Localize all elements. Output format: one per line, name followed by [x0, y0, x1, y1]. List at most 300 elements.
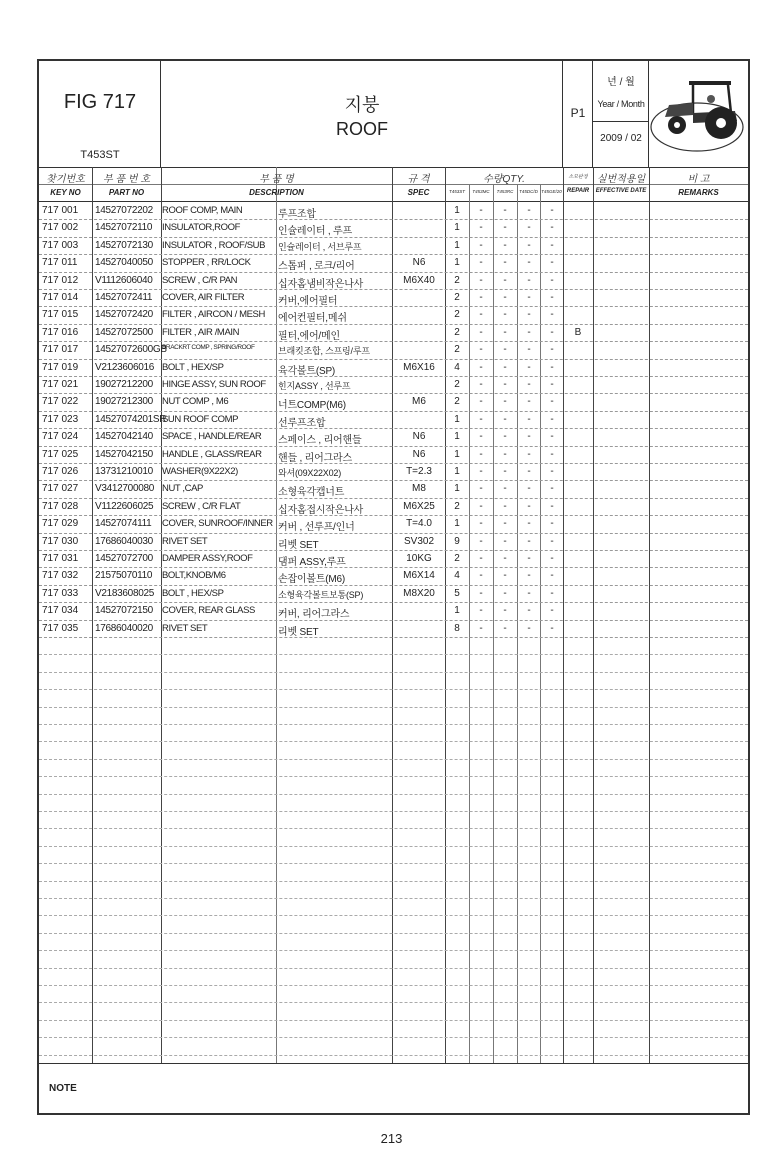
qty-cell: -	[479, 466, 483, 477]
qty-cell: -	[550, 309, 554, 321]
qty-cell: -	[479, 379, 483, 390]
key-no: 717 026	[42, 466, 79, 477]
table-row	[39, 446, 748, 464]
qty-cell: -	[503, 379, 507, 390]
qty-cell: -	[479, 396, 483, 408]
part-no: 14527074201SR	[95, 413, 167, 425]
header-qty-model-2: T453MC	[472, 189, 490, 194]
description: STOPPER , RR/LOCK	[162, 257, 251, 269]
header-remarks-ko: 비 고	[687, 174, 710, 185]
qty-cell: -	[503, 257, 507, 269]
empty-row	[39, 672, 748, 690]
description-korean: 리벳 SET	[278, 626, 319, 638]
description: BOLT,KNOB/M6	[162, 570, 226, 582]
qty-cell: -	[503, 205, 507, 216]
table-row	[39, 219, 748, 237]
qty-cell: -	[550, 622, 554, 634]
part-no: V3412700080	[95, 483, 154, 495]
qty-cell: -	[550, 396, 554, 408]
description-korean: 리벳 SET	[278, 539, 319, 551]
qty-cell: -	[479, 292, 483, 303]
empty-row	[39, 968, 748, 986]
title-english: ROOF	[336, 119, 388, 139]
qty-cell: 2	[454, 500, 460, 512]
spec: M6	[412, 396, 426, 408]
qty-cell: -	[479, 553, 483, 564]
key-no: 717 027	[42, 483, 79, 495]
description: BRACKRT COMP , SPRING/ROOF	[162, 344, 255, 352]
qty-cell: -	[550, 570, 554, 582]
qty-cell: -	[550, 292, 554, 303]
qty-cell: -	[503, 466, 507, 477]
qty-cell: -	[550, 205, 554, 216]
description: BOLT , HEX/SP	[162, 361, 224, 373]
qty-cell: -	[527, 431, 531, 443]
empty-row	[39, 794, 748, 812]
page-label: P1	[570, 106, 586, 120]
qty-cell: -	[479, 535, 483, 547]
empty-row	[39, 811, 748, 829]
qty-cell: -	[527, 361, 531, 373]
part-no: 13731210010	[95, 466, 153, 477]
table-row	[39, 359, 748, 377]
qty-cell: -	[550, 361, 554, 373]
key-no: 717 012	[42, 274, 79, 286]
description-korean: 소형육각캡너트	[278, 487, 345, 499]
qty-cell: 8	[454, 622, 460, 634]
qty-cell: -	[550, 448, 554, 460]
key-no: 717 033	[42, 587, 79, 599]
spec: N6	[412, 257, 426, 269]
qty-cell: 1	[454, 222, 460, 234]
qty-cell: -	[503, 553, 507, 564]
description: HINGE ASSY, SUN ROOF	[162, 379, 266, 390]
table-row	[39, 341, 748, 359]
empty-row	[39, 898, 748, 916]
description-korean: 힌지ASSY , 선루프	[278, 381, 351, 391]
qty-cell: -	[527, 605, 531, 617]
header-repair-ko: 소모판정	[568, 174, 588, 180]
part-no: V1122606025	[95, 500, 154, 512]
empty-row	[39, 759, 748, 777]
header-qty-ko: 수량QTY.	[483, 174, 525, 185]
qty-cell: -	[527, 553, 531, 564]
qty-cell: -	[503, 413, 507, 425]
table-row	[39, 376, 748, 394]
key-no: 717 030	[42, 535, 79, 547]
title-korean: 지붕	[344, 95, 380, 115]
empty-row	[39, 1037, 748, 1055]
qty-cell: -	[527, 292, 531, 303]
table-row	[39, 289, 748, 307]
qty-cell: -	[550, 344, 554, 356]
table-row	[39, 480, 748, 498]
empty-row	[39, 707, 748, 725]
qty-cell: -	[527, 622, 531, 634]
qty-cell: 2	[454, 292, 460, 303]
spec: M8	[412, 483, 426, 495]
part-no: 14527072411	[95, 292, 153, 303]
qty-cell: -	[550, 257, 554, 269]
qty-cell: -	[479, 622, 483, 634]
qty-cell: -	[503, 292, 507, 303]
table-row	[39, 254, 748, 272]
qty-cell: -	[479, 309, 483, 321]
qty-cell: -	[503, 274, 507, 286]
description-korean: 커버, 리어그라스	[278, 609, 350, 621]
qty-cell: -	[527, 396, 531, 408]
part-no: 14527042140	[95, 431, 153, 443]
description: NUT COMP , M6	[162, 396, 229, 408]
qty-cell: 2	[454, 379, 460, 390]
part-no: 14527072150	[95, 605, 153, 617]
qty-cell: 2	[454, 344, 460, 356]
empty-row	[39, 741, 748, 759]
description-korean: 커버 , 선루프/인너	[278, 522, 355, 534]
description-korean: 필터,에어/메인	[278, 330, 340, 342]
description-korean: 소형육각볼트보통(SP)	[278, 589, 364, 600]
spec: T=2.3	[406, 466, 432, 477]
empty-row	[39, 1020, 748, 1038]
qty-cell: 2	[454, 326, 460, 338]
qty-cell: 1	[454, 257, 460, 269]
qty-cell: -	[479, 518, 483, 530]
key-no: 717 001	[42, 205, 79, 216]
qty-cell: -	[550, 413, 554, 425]
key-no: 717 002	[42, 222, 79, 234]
table-row	[39, 393, 748, 411]
qty-cell: -	[479, 361, 483, 373]
qty-cell: -	[527, 570, 531, 582]
header-qty-model-3: T453RC	[496, 189, 514, 194]
qty-cell: -	[503, 500, 507, 512]
description-korean: 너트COMP(M6)	[278, 400, 346, 412]
tractor-icon	[649, 69, 745, 153]
part-no: 21575070110	[95, 570, 153, 582]
divider	[39, 1063, 748, 1064]
description-korean: 스톱퍼 , 로크/리어	[278, 261, 355, 273]
description: COVER, AIR FILTER	[162, 292, 245, 303]
empty-row	[39, 637, 748, 655]
key-no: 717 011	[42, 257, 78, 269]
description-korean: 와셔(09X22X02)	[278, 468, 342, 478]
description: NUT ,CAP	[162, 483, 203, 495]
spec: 10KG	[406, 553, 432, 564]
part-no: 14527074111	[95, 518, 152, 530]
qty-cell: -	[479, 413, 483, 425]
key-no: 717 024	[42, 431, 79, 443]
description: ROOF COMP, MAIN	[162, 205, 243, 216]
divider	[593, 121, 649, 122]
description: BOLT , HEX/SP	[162, 587, 224, 599]
description: FILTER , AIRCON / MESH	[162, 309, 265, 321]
table-row	[39, 602, 748, 620]
spec: N6	[412, 448, 426, 460]
qty-cell: -	[527, 274, 531, 286]
qty-cell: -	[479, 448, 483, 460]
qty-cell: -	[550, 553, 554, 564]
empty-row	[39, 950, 748, 968]
qty-cell: -	[527, 239, 531, 251]
header-repair-en: REPAIR	[566, 188, 590, 194]
qty-cell: -	[550, 466, 554, 477]
qty-cell: -	[527, 466, 531, 477]
empty-row	[39, 863, 748, 881]
table-row	[39, 324, 748, 342]
header-desc-ko: 부 품 명	[259, 174, 294, 185]
key-no: 717 021	[42, 379, 79, 390]
spec: M6X40	[403, 274, 435, 286]
qty-cell: -	[503, 326, 507, 338]
qty-cell: -	[503, 431, 507, 443]
description: SPACE , HANDLE/REAR	[162, 431, 262, 443]
description: FILTER , AIR /MAIN	[162, 326, 240, 338]
qty-cell: -	[527, 326, 531, 338]
qty-cell: -	[550, 518, 554, 530]
part-no: 14527072500	[95, 326, 153, 338]
qty-cell: -	[527, 587, 531, 599]
description-korean: 핸들 , 리어그라스	[278, 452, 352, 464]
key-no: 717 015	[42, 309, 79, 321]
description: COVER, SUNROOF/INNER	[162, 518, 273, 530]
note-label: NOTE	[49, 1083, 77, 1094]
description: SCREW , C/R PAN	[162, 274, 238, 286]
description: RIVET SET	[162, 535, 208, 547]
qty-cell: -	[503, 535, 507, 547]
key-no: 717 022	[42, 396, 79, 408]
qty-cell: -	[550, 535, 554, 547]
part-no: 14527040050	[95, 257, 153, 269]
part-no: 17686040020	[95, 622, 153, 634]
qty-cell: 5	[454, 587, 460, 599]
table-row	[39, 428, 748, 446]
qty-cell: -	[479, 326, 483, 338]
key-no: 717 023	[42, 413, 79, 425]
key-no: 717 034	[42, 605, 79, 617]
part-no: 14527072110	[95, 222, 153, 234]
table-row	[39, 567, 748, 585]
qty-cell: -	[503, 483, 507, 495]
key-no: 717 017	[42, 344, 79, 356]
header-remarks-en: REMARKS	[678, 188, 719, 197]
qty-cell: 2	[454, 309, 460, 321]
empty-row	[39, 881, 748, 899]
part-no: 14527072130	[95, 239, 153, 251]
qty-cell: -	[550, 431, 554, 443]
qty-cell: 2	[454, 274, 460, 286]
description-korean: 육각볼트(SP)	[278, 365, 336, 377]
qty-cell: -	[503, 344, 507, 356]
empty-row	[39, 689, 748, 707]
part-no: 14527072600GB	[95, 344, 167, 356]
qty-cell: -	[550, 587, 554, 599]
table-row	[39, 463, 748, 481]
table-row	[39, 411, 748, 429]
description: SUN ROOF COMP	[162, 413, 239, 425]
header-desc-en: DESCRIPTION	[249, 188, 304, 197]
empty-row	[39, 776, 748, 794]
qty-cell: -	[527, 448, 531, 460]
page-number: 213	[380, 1131, 403, 1146]
part-no: 19027212300	[95, 396, 153, 408]
key-no: 717 016	[42, 326, 79, 338]
description-korean: 스페이스 , 리어핸들	[278, 435, 362, 447]
qty-cell: -	[479, 257, 483, 269]
qty-cell: 2	[454, 553, 460, 564]
description: HANDLE , GLASS/REAR	[162, 448, 262, 460]
qty-cell: 1	[454, 518, 460, 530]
year-month-english: Year / Month	[597, 99, 645, 109]
key-no: 717 003	[42, 239, 79, 251]
qty-cell: -	[527, 222, 531, 234]
description: DAMPER ASSY,ROOF	[162, 553, 253, 564]
empty-row	[39, 985, 748, 1003]
table-row	[39, 498, 748, 516]
key-no: 717 014	[42, 292, 79, 303]
description-korean: 댐퍼 ASSY,루프	[278, 557, 346, 568]
qty-cell: -	[479, 587, 483, 599]
qty-cell: -	[527, 257, 531, 269]
qty-cell: 1	[454, 448, 460, 460]
qty-cell: -	[527, 483, 531, 495]
empty-row	[39, 654, 748, 672]
qty-cell: -	[479, 483, 483, 495]
empty-row	[39, 915, 748, 933]
year-month-korean: 년 / 월	[607, 77, 635, 88]
key-no: 717 019	[42, 361, 79, 373]
qty-cell: -	[550, 605, 554, 617]
qty-cell: -	[550, 379, 554, 390]
qty-cell: -	[527, 379, 531, 390]
repair-code: B	[574, 326, 582, 338]
key-no: 717 028	[42, 500, 79, 512]
qty-cell: -	[503, 361, 507, 373]
part-no: 19027212200	[95, 379, 153, 390]
header-spec-en: SPEC	[407, 188, 430, 197]
empty-row	[39, 846, 748, 864]
part-no: 14527042150	[95, 448, 153, 460]
header-effective-ko: 실번적용일	[596, 174, 646, 185]
qty-cell: -	[479, 239, 483, 251]
divider	[39, 167, 748, 168]
qty-cell: -	[550, 483, 554, 495]
header-effective-en: EFFECTIVE DATE	[595, 188, 647, 194]
key-no: 717 032	[42, 570, 79, 582]
qty-cell: -	[479, 274, 483, 286]
header-qty-model-1: T453ST	[448, 189, 465, 194]
header-part-en: PART NO	[108, 188, 145, 197]
table-row	[39, 515, 748, 533]
header-key-ko: 찾기번호	[46, 174, 85, 185]
empty-row	[39, 724, 748, 742]
qty-cell: -	[479, 222, 483, 234]
qty-cell: 4	[454, 570, 460, 582]
description-korean: 브래킷조합, 스프링/루프	[278, 346, 370, 357]
qty-cell: -	[503, 587, 507, 599]
qty-cell: 1	[454, 431, 460, 443]
description-korean: 십자홈냄비작은나사	[278, 278, 364, 290]
qty-cell: -	[527, 518, 531, 530]
part-no: V2123606016	[95, 361, 154, 373]
qty-cell: -	[479, 570, 483, 582]
qty-cell: -	[550, 326, 554, 338]
description: SCREW , C/R FLAT	[162, 500, 241, 512]
qty-cell: 4	[454, 361, 460, 373]
header-qty-model-5: T45GE/20	[541, 189, 562, 194]
description-korean: 커버,에어필터	[278, 296, 338, 307]
header-qty-model-4: T45DC/D	[519, 189, 538, 194]
description-korean: 손잡이볼트(M6)	[278, 574, 346, 586]
spec: T=4.0	[406, 518, 432, 530]
fig-title: FIG 717	[63, 91, 137, 113]
qty-cell: -	[503, 239, 507, 251]
empty-row	[39, 828, 748, 846]
table-row	[39, 202, 748, 220]
key-no: 717 025	[42, 448, 79, 460]
part-no: V1112606040	[95, 274, 153, 286]
qty-cell: 9	[454, 535, 460, 547]
key-no: 717 035	[42, 622, 79, 634]
spec: M6X16	[403, 361, 435, 373]
qty-cell: 1	[454, 605, 460, 617]
qty-cell: -	[503, 570, 507, 582]
qty-cell: -	[503, 309, 507, 321]
table-row	[39, 550, 748, 568]
table-row	[39, 585, 748, 603]
qty-cell: -	[503, 605, 507, 617]
spec: M6X25	[403, 500, 435, 512]
spec: M8X20	[403, 587, 435, 599]
part-no: 14527072700	[95, 553, 153, 564]
description-korean: 인슐레이터 , 루프	[278, 226, 352, 238]
year-month-value: 2009 / 02	[600, 133, 642, 144]
table-row	[39, 306, 748, 324]
qty-cell: -	[550, 239, 554, 251]
table-row	[39, 237, 748, 255]
qty-cell: -	[503, 448, 507, 460]
header-part-ko: 부 품 번 호	[103, 174, 150, 185]
empty-row	[39, 1002, 748, 1020]
qty-cell: 1	[454, 413, 460, 425]
qty-cell: -	[479, 431, 483, 443]
qty-cell: -	[550, 222, 554, 234]
qty-cell: -	[503, 622, 507, 634]
header-key-en: KEY NO	[50, 188, 81, 197]
qty-cell: -	[503, 222, 507, 234]
parts-sheet	[37, 59, 750, 1115]
qty-cell: -	[527, 535, 531, 547]
qty-cell: -	[527, 500, 531, 512]
spec: SV302	[403, 535, 435, 547]
spec: N6	[412, 431, 426, 443]
model-name: T453ST	[80, 149, 120, 161]
key-no: 717 031	[42, 553, 79, 564]
table-row	[39, 272, 748, 290]
key-no: 717 029	[42, 518, 79, 530]
qty-cell: 1	[454, 466, 460, 477]
part-no: V2183608025	[95, 587, 154, 599]
description: INSULATOR , ROOF/SUB	[162, 239, 266, 251]
part-no: 14527072202	[95, 205, 153, 216]
table-row	[39, 620, 748, 638]
qty-cell: -	[550, 500, 554, 512]
qty-cell: 1	[454, 239, 460, 251]
description-korean: 에어컨필터,메쉬	[278, 313, 347, 325]
qty-cell: -	[479, 344, 483, 356]
qty-cell: -	[527, 413, 531, 425]
qty-cell: -	[479, 205, 483, 216]
description-korean: 선루프조합	[278, 417, 326, 429]
